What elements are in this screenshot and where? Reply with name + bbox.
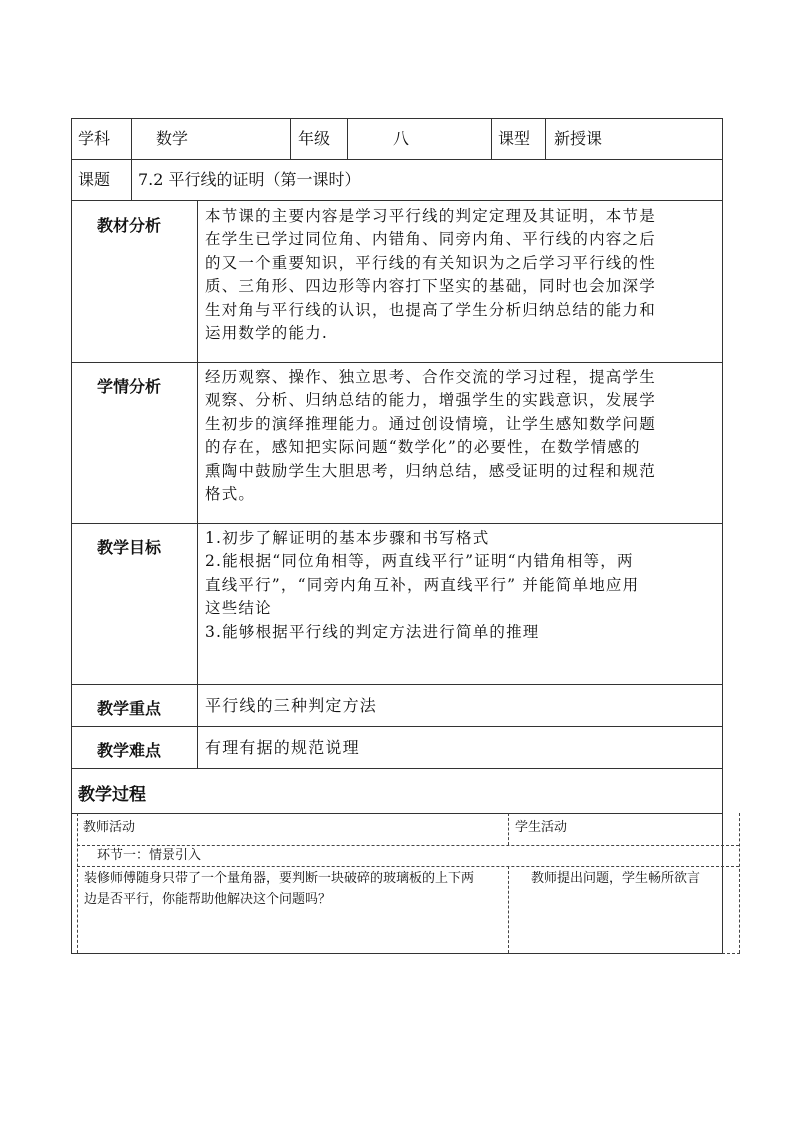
- key-point-value: 平行线的三种判定方法: [205, 696, 378, 715]
- text-line: 2.能根据“同位角相等，两直线平行”证明“内错角相等，两: [205, 552, 634, 571]
- table-line: [71, 118, 72, 953]
- grade-value: 八: [393, 129, 410, 148]
- table-line: [71, 200, 722, 201]
- table-line: [71, 953, 722, 954]
- dashed-line: [508, 866, 509, 953]
- teaching-process-title: 教学过程: [78, 785, 146, 805]
- text-line: 装修师傅随身只带了一个量角器，要判断一块破碎的玻璃板的上下两: [84, 871, 475, 886]
- text-line: 本节课的主要内容是学习平行线的判定定理及其证明，本节是: [205, 207, 656, 225]
- lesson-type-label: 课型: [498, 129, 531, 148]
- student-analysis-label: 学情分析: [97, 377, 162, 396]
- teaching-goals-label: 教学目标: [97, 538, 162, 557]
- text-line: 运用数学的能力.: [205, 324, 329, 343]
- dashed-line: [77, 813, 78, 953]
- table-line: [71, 768, 722, 769]
- table-line: [197, 200, 198, 768]
- table-line: [71, 159, 722, 160]
- table-line: [71, 726, 722, 727]
- table-line: [71, 813, 722, 814]
- text-line: 的又一个重要知识，平行线的有关知识为之后学习平行线的性: [205, 253, 656, 272]
- teacher-activity-text: [84, 868, 504, 910]
- material-analysis-label: 教材分析: [97, 216, 162, 235]
- dashed-line: [739, 813, 740, 953]
- table-line: [491, 118, 492, 159]
- teaching-goals-text: [205, 527, 720, 644]
- subject-label: 学科: [78, 129, 111, 148]
- text-line: 这些结论: [205, 599, 272, 618]
- table-line: [71, 118, 722, 119]
- text-line: 质、三角形、四边形等内容打下坚实的基础，同时也会加深学: [205, 277, 656, 296]
- difficulty-value: 有理有据的规范说理: [205, 738, 360, 757]
- stage-one-title: 环节一：情景引入: [97, 848, 202, 863]
- lesson-type-value: 新授课: [554, 129, 603, 148]
- text-line: 的存在，感知把实际问题“数学化”的必要性，在数学情感的: [205, 438, 641, 457]
- text-line: 3.能够根据平行线的判定方法进行简单的推理: [205, 622, 540, 641]
- text-line: 生初步的演绎推理能力。通过创设情境，让学生感知数学问题: [205, 414, 656, 433]
- difficulty-label: 教学难点: [97, 741, 162, 760]
- text-line: 边是否平行，你能帮助他解决这个问题吗？: [84, 892, 332, 907]
- table-line: [71, 523, 722, 524]
- text-line: 生对角与平行线的认识，也提高了学生分析归纳总结的能力和: [205, 300, 656, 319]
- dashed-line: [722, 953, 740, 954]
- table-line: [722, 118, 723, 953]
- student-activity-text: 教师提出问题，学生畅所欲言: [531, 871, 701, 886]
- text-line: 直线平行”，“同旁内角互补，两直线平行” 并能简单地应用: [205, 575, 640, 594]
- student-activity-header: 学生活动: [515, 820, 568, 835]
- topic-label: 课题: [78, 170, 111, 189]
- grade-label: 年级: [298, 129, 331, 148]
- teacher-activity-header: 教师活动: [83, 820, 136, 835]
- student-analysis-text: [205, 366, 720, 506]
- table-line: [71, 684, 722, 685]
- material-analysis-text: [205, 205, 720, 345]
- subject-value: 数学: [156, 129, 189, 148]
- table-line: [347, 118, 348, 159]
- text-line: 格式。: [205, 485, 256, 504]
- text-line: 观察、分析、归纳总结的能力，增强学生的实践意识，发展学: [205, 391, 656, 410]
- text-line: 经历观察、操作、独立思考、合作交流的学习过程，提高学生: [205, 368, 656, 386]
- dashed-line: [77, 866, 739, 867]
- text-line: 1.初步了解证明的基本步骤和书写格式: [205, 529, 490, 547]
- table-line: [545, 118, 546, 159]
- table-line: [71, 362, 722, 363]
- table-line: [290, 118, 291, 159]
- table-line: [131, 118, 132, 200]
- text-line: 在学生已学过同位角、内错角、同旁内角、平行线的内容之后: [205, 230, 656, 249]
- key-point-label: 教学重点: [97, 699, 162, 718]
- topic-value: 7.2 平行线的证明（第一课时）: [138, 170, 361, 189]
- dashed-line: [508, 813, 509, 845]
- text-line: 熏陶中鼓励学生大胆思考，归纳总结，感受证明的过程和规范: [205, 461, 656, 480]
